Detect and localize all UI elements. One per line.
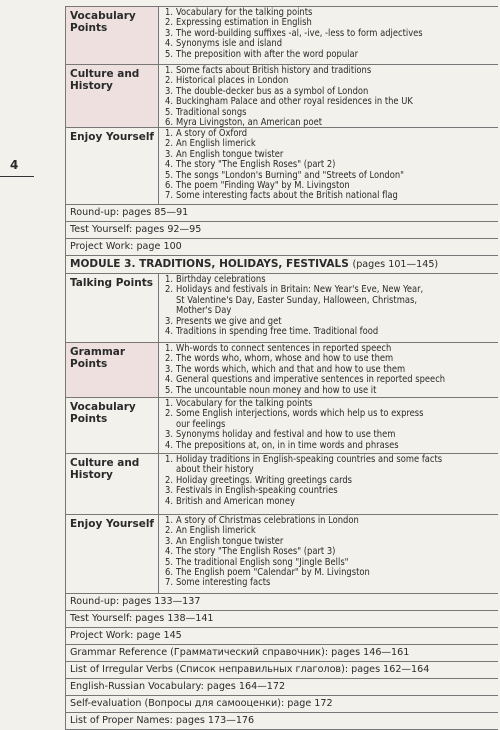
module3-title: MODULE 3. TRADITIONS, HOLIDAYS, FESTIVALS xyxy=(70,258,349,270)
item-number: 2. xyxy=(165,474,173,486)
list-item xyxy=(161,285,498,316)
module2-sections xyxy=(66,7,498,205)
item-text: The double-decker bus as a symbol of London xyxy=(176,85,369,97)
item-text: Vocabulary for the talking points xyxy=(176,398,313,409)
item-text: British and American money xyxy=(176,495,295,507)
list-item xyxy=(161,327,498,337)
item-text: Traditional songs xyxy=(176,106,247,118)
reference-row: Project Work: page 145 xyxy=(66,628,498,645)
reference-row: List of Irregular Verbs (Список неправильных глаголов): pages 162—164 xyxy=(66,662,498,679)
section-talking-points xyxy=(66,274,498,343)
item-text: The story "The English Roses" (part 3) xyxy=(176,546,336,558)
reference-row: List of Proper Names: pages 173—176 xyxy=(66,713,498,730)
item-number: 6. xyxy=(165,180,173,192)
item-number: 6. xyxy=(165,117,173,127)
item-number: 4. xyxy=(165,96,173,108)
item-text: The words who, whom, whose and how to use them xyxy=(176,353,394,365)
section-enjoy-yourself xyxy=(66,128,498,205)
section-grammar-points xyxy=(66,343,498,398)
item-number: 5. xyxy=(165,384,173,396)
module3-pages: (pages 101—145) xyxy=(352,259,439,270)
item-text: The words which, which and that and how to use them xyxy=(176,363,406,375)
item-number: 1. xyxy=(165,454,173,465)
item-number: 1. xyxy=(165,515,173,526)
module3-sections xyxy=(66,274,498,594)
item-number: 1. xyxy=(165,398,173,409)
item-text: Some interesting facts about the British national flag xyxy=(176,190,398,202)
page-number: 4 xyxy=(10,158,19,172)
item-text: The poem "Finding Way" by M. Livingston xyxy=(176,180,350,192)
roundup-row: Round-up: pages 85—91 xyxy=(66,205,498,222)
item-text: Vocabulary for the talking points xyxy=(176,7,313,18)
item-text: Presents we give and get xyxy=(176,315,282,327)
list-item xyxy=(161,497,498,507)
item-number: 4. xyxy=(165,439,173,451)
item-number: 5. xyxy=(165,169,173,181)
item-text: Some interesting facts xyxy=(176,577,271,589)
section-label: Talking Points xyxy=(66,274,159,342)
item-text: Myra Livingston, an American poet xyxy=(176,117,323,127)
section-label: Vocabulary Points xyxy=(66,398,159,453)
item-number: 5. xyxy=(165,106,173,118)
item-number: 4. xyxy=(165,495,173,507)
item-number: 4. xyxy=(165,38,173,50)
item-number: 5. xyxy=(165,48,173,60)
section-vocabulary-points xyxy=(66,7,498,65)
project-work-row: Project Work: page 100 xyxy=(66,239,498,256)
list-item xyxy=(161,409,498,430)
item-number: 3. xyxy=(165,485,173,497)
item-text: Some facts about British history and traditions xyxy=(176,65,372,76)
item-text: An English limerick xyxy=(176,138,256,150)
item-text: Holiday greetings. Writing greetings cards xyxy=(176,474,353,486)
item-text: Wh-words to connect sentences in reported speech xyxy=(176,343,392,354)
item-number: 2. xyxy=(165,353,173,365)
reference-row: Round-up: pages 133—137 xyxy=(66,594,498,611)
item-text: The songs "London's Burning" and "Streets of London" xyxy=(176,169,405,181)
reference-row: Grammar Reference (Грамматический справочник): pages 146—161 xyxy=(66,645,498,662)
section-items xyxy=(159,65,498,127)
section-enjoy-yourself xyxy=(66,515,498,594)
item-number: 2. xyxy=(165,408,173,420)
item-number: 2. xyxy=(165,284,173,296)
reference-row: Self-evaluation (Вопросы для самооценки): page 172 xyxy=(66,696,498,713)
item-text: Traditions in spending free time. Traditional food xyxy=(176,326,379,338)
item-number: 3. xyxy=(165,535,173,547)
reference-rows xyxy=(66,594,498,730)
item-number: 3. xyxy=(165,363,173,375)
item-text: The preposition with after the word popular xyxy=(176,48,359,60)
item-number: 2. xyxy=(165,138,173,150)
list-item xyxy=(161,118,498,127)
item-number: 7. xyxy=(165,577,173,589)
section-items xyxy=(159,343,498,397)
section-items xyxy=(159,515,498,593)
table-of-contents xyxy=(65,6,498,730)
section-items xyxy=(159,7,498,64)
item-number: 1. xyxy=(165,128,173,139)
item-text: A story of Oxford xyxy=(176,128,248,139)
item-number: 3. xyxy=(165,148,173,160)
item-number: 4. xyxy=(165,546,173,558)
item-text: Birthday celebrations xyxy=(176,274,266,285)
list-item xyxy=(161,386,498,396)
item-number: 3. xyxy=(165,315,173,327)
item-text: Synonyms holiday and festival and how to use them xyxy=(176,429,396,441)
item-number: 7. xyxy=(165,190,173,202)
item-text: The word-building suffixes -al, -ive, -less to form adjectives xyxy=(176,27,423,39)
item-text: The uncountable noun money and how to use it xyxy=(176,384,377,396)
item-number: 4. xyxy=(165,326,173,338)
reference-row: English-Russian Vocabulary: pages 164—172 xyxy=(66,679,498,696)
section-items xyxy=(159,398,498,453)
item-number: 1. xyxy=(165,343,173,354)
section-culture-and-history xyxy=(66,65,498,128)
list-item xyxy=(161,50,498,60)
item-text: Expressing estimation in English xyxy=(176,17,312,29)
reference-row: Test Yourself: pages 138—141 xyxy=(66,611,498,628)
item-text: The story "The English Roses" (part 2) xyxy=(176,159,336,171)
list-item xyxy=(161,191,498,201)
section-label: Enjoy Yourself xyxy=(66,515,159,593)
item-text: The prepositions at, on, in in time words and phrases xyxy=(176,439,399,451)
item-text: The traditional English song "Jingle Bells" xyxy=(176,556,349,568)
item-number: 2. xyxy=(165,525,173,537)
section-label: Vocabulary Points xyxy=(66,7,159,64)
item-number: 3. xyxy=(165,429,173,441)
item-number: 6. xyxy=(165,567,173,579)
item-text: Synonyms isle and island xyxy=(176,38,283,50)
list-item xyxy=(161,455,498,476)
item-text: Holidays and festivals in Britain: New Year's Eve, New Year, St Valentine's Day, Easter Sunday, Halloween, Christmas, Mother's Day xyxy=(176,284,424,317)
item-text: An English tongue twister xyxy=(176,535,284,547)
item-text: An English tongue twister xyxy=(176,148,284,160)
section-label: Culture and History xyxy=(66,454,159,514)
item-number: 3. xyxy=(165,85,173,97)
item-number: 2. xyxy=(165,17,173,29)
item-text: Holiday traditions in English-speaking countries and some facts about their history xyxy=(176,454,443,476)
test-yourself-row: Test Yourself: pages 92—95 xyxy=(66,222,498,239)
item-number: 4. xyxy=(165,374,173,386)
module3-heading xyxy=(66,256,498,274)
item-text: An English limerick xyxy=(176,525,256,537)
item-number: 4. xyxy=(165,159,173,171)
item-number: 1. xyxy=(165,65,173,76)
list-item xyxy=(161,578,498,588)
item-number: 5. xyxy=(165,556,173,568)
section-label: Culture and History xyxy=(66,65,159,127)
item-text: Festivals in English-speaking countries xyxy=(176,485,338,497)
item-number: 3. xyxy=(165,27,173,39)
section-vocabulary-points xyxy=(66,398,498,454)
item-text: The English poem "Calendar" by M. Livingston xyxy=(176,567,370,579)
section-label: Grammar Points xyxy=(66,343,159,397)
section-culture-and-history xyxy=(66,454,498,515)
section-items xyxy=(159,274,498,342)
item-text: A story of Christmas celebrations in London xyxy=(176,515,359,526)
page-number-rule xyxy=(0,176,34,177)
item-number: 1. xyxy=(165,7,173,18)
list-item xyxy=(161,441,498,451)
item-number: 2. xyxy=(165,75,173,87)
section-items xyxy=(159,454,498,514)
item-text: Buckingham Palace and other royal residences in the UK xyxy=(176,96,413,108)
section-items xyxy=(159,128,498,204)
item-text: Historical places in London xyxy=(176,75,289,87)
item-number: 1. xyxy=(165,274,173,285)
item-text: Some English interjections, words which help us to express our feelings xyxy=(176,408,424,430)
section-label: Enjoy Yourself xyxy=(66,128,159,204)
item-text: General questions and imperative sentences in reported speech xyxy=(176,374,446,386)
